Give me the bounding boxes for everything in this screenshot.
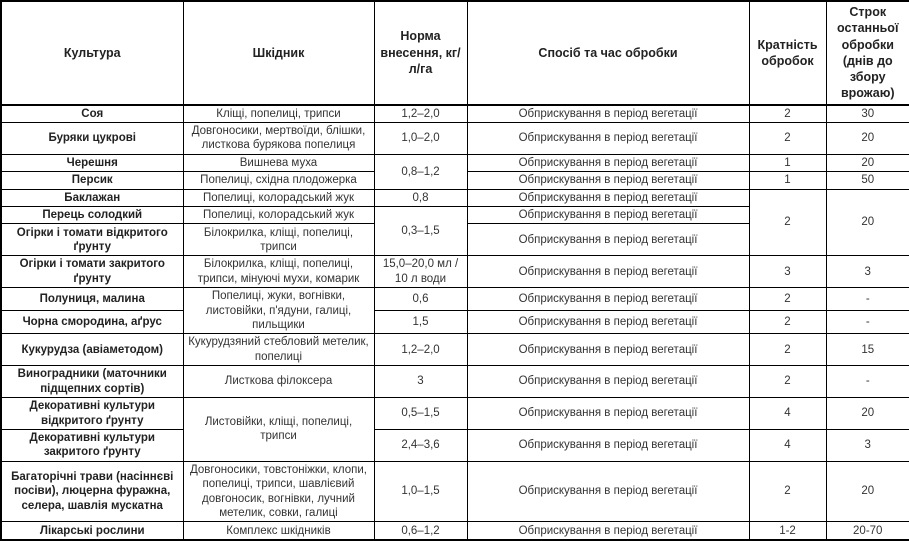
cell-frequency: 2 bbox=[749, 288, 826, 311]
cell-rate: 1,5 bbox=[374, 311, 467, 334]
table-row bbox=[1, 398, 909, 430]
cell-frequency: 4 bbox=[749, 429, 826, 461]
cell-pest: Попелиці, східна плодожерка bbox=[183, 172, 374, 189]
cell-pest: Попелиці, колорадський жук bbox=[183, 189, 374, 206]
cell-pest: Комплекс шкідників bbox=[183, 522, 374, 540]
cell-pest: Попелиці, колорадський жук bbox=[183, 207, 374, 224]
table-row bbox=[1, 105, 909, 123]
cell-method: Обприскування в період вегетації bbox=[467, 154, 749, 171]
cell-frequency: 2 bbox=[749, 311, 826, 334]
cell-method: Обприскування в період вегетації bbox=[467, 522, 749, 540]
cell-culture: Огірки і томати відкритого ґрунту bbox=[1, 224, 183, 256]
cell-frequency: 1-2 bbox=[749, 522, 826, 540]
column-header-pest: Шкідник bbox=[183, 1, 374, 105]
cell-term: - bbox=[826, 288, 909, 311]
cell-rate: 3 bbox=[374, 366, 467, 398]
cell-frequency: 2 bbox=[749, 189, 826, 256]
table-row bbox=[1, 256, 909, 288]
cell-term: 20 bbox=[826, 461, 909, 522]
table-row bbox=[1, 334, 909, 366]
cell-culture: Полуниця, малина bbox=[1, 288, 183, 311]
cell-culture: Огірки і томати закритого ґрунту bbox=[1, 256, 183, 288]
cell-method: Обприскування в період вегетації bbox=[467, 172, 749, 189]
cell-method: Обприскування в період вегетації bbox=[467, 105, 749, 123]
column-header-rate: Норма внесення, кг/л/га bbox=[374, 1, 467, 105]
cell-method: Обприскування в період вегетації bbox=[467, 189, 749, 206]
cell-term: 3 bbox=[826, 256, 909, 288]
cell-frequency: 1 bbox=[749, 172, 826, 189]
cell-rate: 1,0–1,5 bbox=[374, 461, 467, 522]
cell-pest: Білокрилка, кліщі, попелиці, трипси bbox=[183, 224, 374, 256]
cell-pest: Кліщі, попелиці, трипси bbox=[183, 105, 374, 123]
cell-frequency: 4 bbox=[749, 398, 826, 430]
cell-culture: Соя bbox=[1, 105, 183, 123]
cell-culture: Перець солодкий bbox=[1, 207, 183, 224]
cell-rate: 1,2–2,0 bbox=[374, 105, 467, 123]
cell-method: Обприскування в період вегетації bbox=[467, 334, 749, 366]
cell-term: 20 bbox=[826, 154, 909, 171]
cell-pest: Вишнева муха bbox=[183, 154, 374, 171]
cell-pest: Листкова філоксера bbox=[183, 366, 374, 398]
cell-frequency: 2 bbox=[749, 461, 826, 522]
cell-culture: Лікарські рослини bbox=[1, 522, 183, 540]
cell-frequency: 3 bbox=[749, 256, 826, 288]
column-header-term: Строк останньої обробки (днів до збору врожаю) bbox=[826, 1, 909, 105]
cell-term: 20 bbox=[826, 189, 909, 256]
cell-rate: 15,0–20,0 мл / 10 л води bbox=[374, 256, 467, 288]
cell-term: 20 bbox=[826, 398, 909, 430]
cell-term: 20 bbox=[826, 122, 909, 154]
cell-method: Обприскування в період вегетації bbox=[467, 122, 749, 154]
cell-rate: 1,2–2,0 bbox=[374, 334, 467, 366]
cell-method: Обприскування в період вегетації bbox=[467, 366, 749, 398]
cell-method: Обприскування в період вегетації bbox=[467, 288, 749, 311]
cell-pest: Білокрилка, кліщі, попелиці, трипси, мінуючі мухи, комарик bbox=[183, 256, 374, 288]
cell-rate: 0,6–1,2 bbox=[374, 522, 467, 540]
cell-term: 30 bbox=[826, 105, 909, 123]
cell-frequency: 2 bbox=[749, 366, 826, 398]
cell-culture: Баклажан bbox=[1, 189, 183, 206]
cell-method: Обприскування в період вегетації bbox=[467, 461, 749, 522]
cell-method: Обприскування в період вегетації bbox=[467, 207, 749, 224]
cell-rate: 0,5–1,5 bbox=[374, 398, 467, 430]
table-row bbox=[1, 429, 909, 461]
cell-culture: Кукурудза (авіаметодом) bbox=[1, 334, 183, 366]
table-row bbox=[1, 189, 909, 206]
cell-term: - bbox=[826, 366, 909, 398]
column-header-frequency: Кратність обробок bbox=[749, 1, 826, 105]
cell-culture: Багаторічні трави (насіннєві посіви), люцерна фуражна, селера, шавлія мускатна bbox=[1, 461, 183, 522]
cell-term: 50 bbox=[826, 172, 909, 189]
cell-culture: Декоративні культури закритого ґрунту bbox=[1, 429, 183, 461]
cell-rate: 1,0–2,0 bbox=[374, 122, 467, 154]
cell-rate: 0,3–1,5 bbox=[374, 207, 467, 256]
cell-pest: Довгоносики, мертвоїди, блішки, листкова бурякова попелиця bbox=[183, 122, 374, 154]
cell-rate: 0,8 bbox=[374, 189, 467, 206]
cell-culture: Декоративні культури відкритого ґрунту bbox=[1, 398, 183, 430]
cell-culture: Буряки цукрові bbox=[1, 122, 183, 154]
cell-culture: Чорна смородина, аґрус bbox=[1, 311, 183, 334]
table-row bbox=[1, 461, 909, 522]
cell-culture: Персик bbox=[1, 172, 183, 189]
cell-pest: Попелиці, жуки, вогнівки, листовійки, п'ядуни, галиці, пильщики bbox=[183, 288, 374, 334]
cell-term: 3 bbox=[826, 429, 909, 461]
cell-rate: 0,6 bbox=[374, 288, 467, 311]
cell-term: 15 bbox=[826, 334, 909, 366]
table-row bbox=[1, 366, 909, 398]
table-row bbox=[1, 154, 909, 171]
cell-frequency: 2 bbox=[749, 105, 826, 123]
cell-term: - bbox=[826, 311, 909, 334]
table-row bbox=[1, 122, 909, 154]
cell-pest: Довгоносики, товстоніжки, клопи, попелиці, трипси, шавлієвий довгоносик, вогнівки, лучний метелик, совки, галиці bbox=[183, 461, 374, 522]
cell-rate: 0,8–1,2 bbox=[374, 154, 467, 189]
cell-method: Обприскування в період вегетації bbox=[467, 398, 749, 430]
cell-frequency: 2 bbox=[749, 122, 826, 154]
cell-frequency: 2 bbox=[749, 334, 826, 366]
cell-rate: 2,4–3,6 bbox=[374, 429, 467, 461]
header-row bbox=[1, 1, 909, 105]
cell-culture: Черешня bbox=[1, 154, 183, 171]
column-header-culture: Культура bbox=[1, 1, 183, 105]
table-body bbox=[1, 105, 909, 541]
cell-culture: Виноградники (маточники підщепних сортів) bbox=[1, 366, 183, 398]
cell-pest: Кукурудзяний стебловий метелик, попелиці bbox=[183, 334, 374, 366]
cell-method: Обприскування в період вегетації bbox=[467, 256, 749, 288]
table-row bbox=[1, 522, 909, 540]
cell-term: 20-70 bbox=[826, 522, 909, 540]
cell-pest: Листовійки, кліщі, попелиці, трипси bbox=[183, 398, 374, 462]
column-header-method: Спосіб та час обробки bbox=[467, 1, 749, 105]
table-row bbox=[1, 311, 909, 334]
table-row bbox=[1, 288, 909, 311]
cell-frequency: 1 bbox=[749, 154, 826, 171]
cell-method: Обприскування в період вегетації bbox=[467, 429, 749, 461]
cell-method: Обприскування в період вегетації bbox=[467, 224, 749, 256]
cell-method: Обприскування в період вегетації bbox=[467, 311, 749, 334]
